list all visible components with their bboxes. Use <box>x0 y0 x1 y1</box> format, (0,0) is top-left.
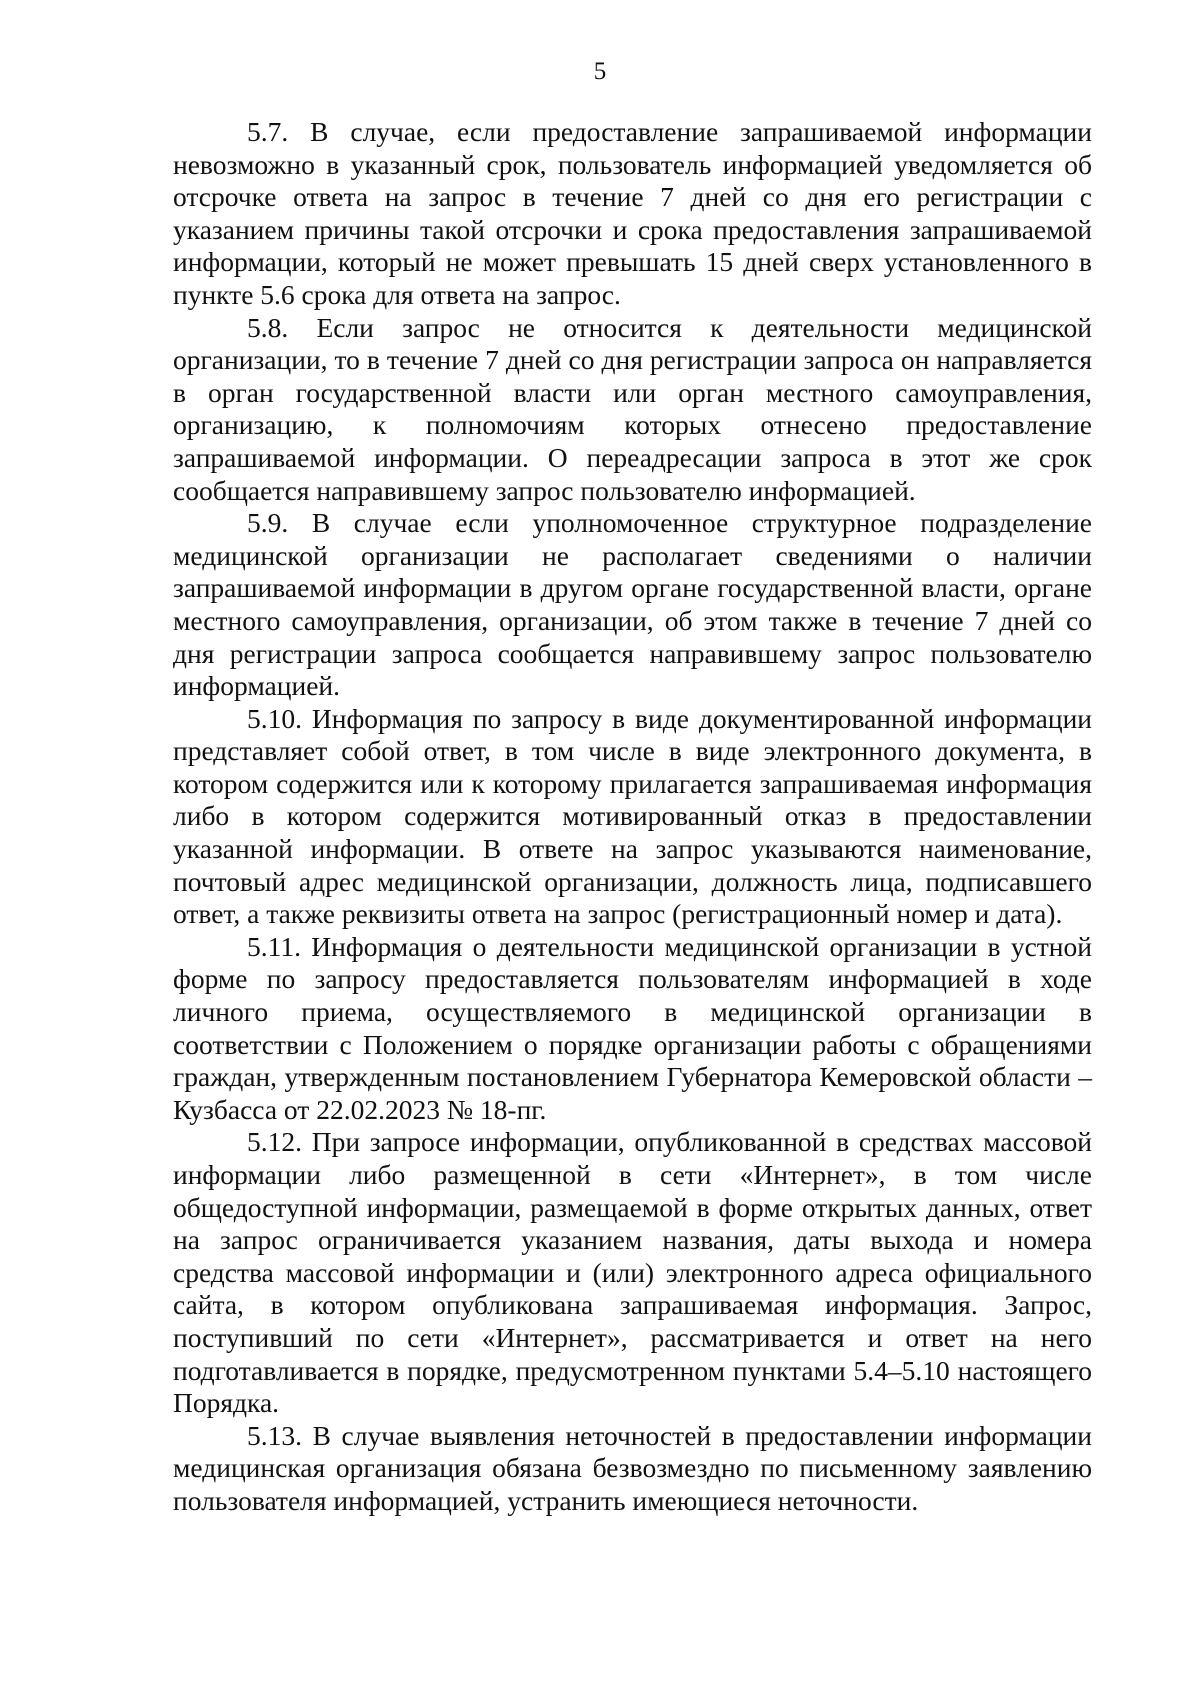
paragraph-5-8: 5.8. Если запрос не относится к деятельности медицинской организации, то в течение 7 дней со дня регистрации запроса он направляется в орган государственной власти или орган местного самоуправления, организацию, к полномочиям которых отнесено предоставление запрашиваемой информации. О переадресации запроса в этот же срок сообщается направившему запрос пользователю информацией. <box>173 311 1092 506</box>
page-number: 5 <box>593 58 607 85</box>
paragraph-5-9: 5.9. В случае если уполномоченное структурное подразделение медицинской организации не располагает сведениями о наличии запрашиваемой информации в другом органе государственной власти, органе местного самоуправления, организации, об этом также в течение 7 дней со дня регистрации запроса сообщается направившему запрос пользователю информацией. <box>173 507 1092 702</box>
paragraph-5-11: 5.11. Информация о деятельности медицинской организации в устной форме по запросу предоставляется пользователям информацией в ходе личного приема, осуществляемого в медицинской организации в соответствии с Положением о порядке организации работы с обращениями граждан, утвержденным постановлением Губернатора Кемеровской области – Кузбасса от 22.02.2023 № 18-пг. <box>173 930 1092 1125</box>
paragraph-5-10: 5.10. Информация по запросу в виде документированной информации представляет собой ответ, в том числе в виде электронного документа, в котором содержится или к которому прилагается запрашиваемая информация либо в котором содержится мотивированный отказ в предоставлении указанной информации. В ответе на запрос указываются наименование, почтовый адрес медицинской организации, должность лица, подписавшего ответ, а также реквизиты ответа на запрос (регистрационный номер и дата). <box>173 702 1092 930</box>
paragraph-5-12: 5.12. При запросе информации, опубликованной в средствах массовой информации либо размещенной в сети «Интернет», в том числе общедоступной информации, размещаемой в форме открытых данных, ответ на запрос ограничивается указанием названия, даты выхода и номера средства массовой информации и (или) электронного адреса официального сайта, в котором опубликована запрашиваемая информация. Запрос, поступивший по сети «Интернет», рассматривается и ответ на него подготавливается в порядке, предусмотренном пунктами 5.4–5.10 настоящего Порядка. <box>173 1126 1092 1419</box>
paragraph-5-13: 5.13. В случае выявления неточностей в предоставлении информации медицинская организация обязана безвозмездно по письменному заявлению пользователя информацией, устранить имеющиеся неточности. <box>173 1419 1092 1516</box>
paragraph-5-7: 5.7. В случае, если предоставление запрашиваемой информации невозможно в указанный срок, пользователь информацией уведомляется об отсрочке ответа на запрос в течение 7 дней со дня его регистрации с указанием причины такой отсрочки и срока предоставления запрашиваемой информации, который не может превышать 15 дней сверх установленного в пункте 5.6 срока для ответа на запрос. <box>173 116 1092 310</box>
document-body <box>173 116 1092 1518</box>
